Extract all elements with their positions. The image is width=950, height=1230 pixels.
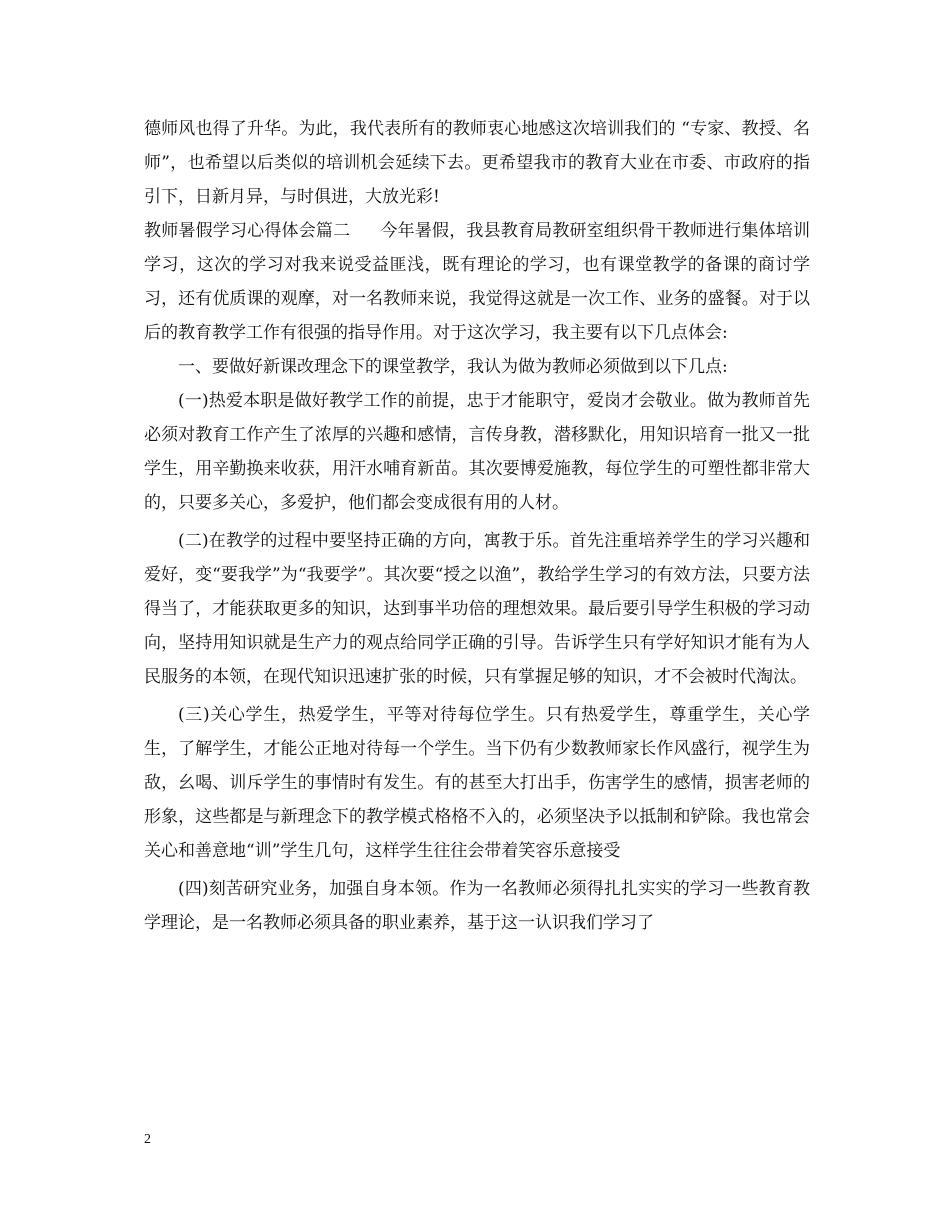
document-body [144,112,810,940]
paragraph-point-three: (三)关心学生，热爱学生，平等对待每位学生。只有热爱学生，尊重学生，关心学生，了解学生，才能公正地对待每一个学生。当下仍有少数教师家长作风盛行，视学生为敌，幺喝、训斥学生的事情时有发生。有的甚至大打出手，伤害学生的感情，损害老师的形象，这些都是与新理念下的教学模式格格不入的，必须坚决予以抵制和铲除。我也常会关心和善意地“训”学生几句，这样学生往往会带着笑容乐意接受 [144,705,810,861]
paragraph-section-one-heading: 一、要做好新课改理念下的课堂教学，我认为做为教师必须做到以下几点: [178,357,728,377]
paragraph-point-two: (二)在教学的过程中要坚持正确的方向，寓教于乐。首先注重培养学生的学习兴趣和爱好，变“要我学”为“我要学”。其次要“授之以渔”，教给学生学习的有效方法，只要方法得当了，才能获取更多的知识，达到事半功倍的理想效果。最后要引导学生积极的学习动向，坚持用知识就是生产力的观点给同学正确的引导。告诉学生只有学好知识才能有为人民服务的本领，在现代知识迅速扩张的时候，只有掌握足够的知识，才不会被时代淘汰。 [144,531,810,687]
paragraph-point-one: (一)热爱本职是做好教学工作的前提，忠于才能职守，爱岗才会敬业。做为教师首先必须对教育工作产生了浓厚的兴趣和感情，言传身教，潜移默化，用知识培育一批又一批学生，用辛勤换来收获，用汗水哺育新苗。其次要博爱施教，每位学生的可塑性都非常大的，只要多关心，多爱护，他们都会变成很有用的人材。 [144,391,810,513]
paragraph-second-article-intro [144,214,810,350]
article-intro-text: 今年暑假，我县教育局教研室组织骨干教师进行集体培训学习，这次的学习对我来说受益匪浅，既有理论的学习，也有课堂教学的备课的商讨学习，还有优质课的观摩，对一名教师来说，我觉得这就是一次工作、业务的盛餐。对于以后的教育教学工作有很强的指导作用。对于这次学习，我主要有以下几点体会: [144,221,811,343]
paragraph-closing-first-article: 德师风也得了升华。为此，我代表所有的教师衷心地感这次培训我们的 “专家、教授、名师”，也希望以后类似的培训机会延续下去。更希望我市的教育大业在市委、市政府的指引下，日新月异，与时俱进，大放光彩! [144,119,810,207]
article-heading: 教师暑假学习心得体会篇二 [144,221,351,241]
page-number: 2 [144,1132,151,1147]
paragraph-point-four: (四)刻苦研究业务，加强自身本领。作为一名教师必须得扎扎实实的学习一些教育教学理论，是一名教师必须具备的职业素养，基于这一认识我们学习了 [144,879,810,933]
